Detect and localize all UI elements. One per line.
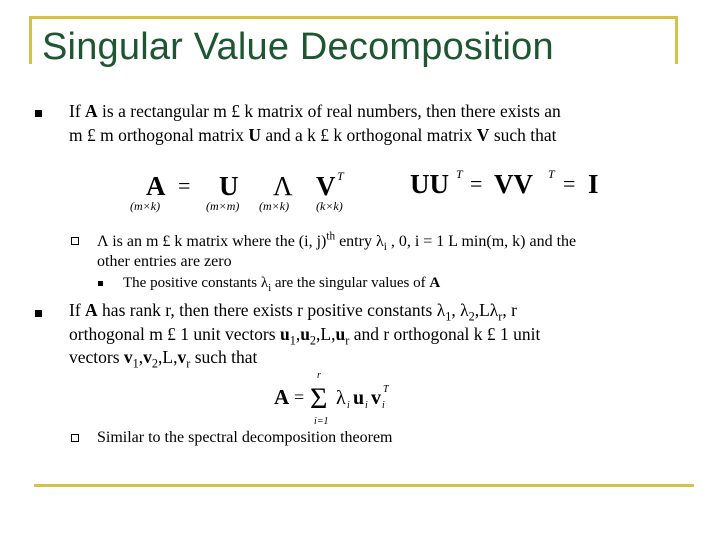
sub-bullet-marker (71, 237, 79, 245)
formula3-v: v (371, 387, 381, 409)
bullet2-line3: vectors $v_1,v_2,L,v_r$ such that (69, 347, 258, 371)
formula1-Lambda-dim: (m×k) (259, 199, 290, 213)
formula3-lambda: λ (336, 387, 346, 409)
formula1-V-dim: (k×k) (316, 199, 343, 213)
bullet1-line2: m £ m orthogonal matrix U and a k £ k orthogonal matrix V such that (69, 125, 557, 145)
subsub1-text: The positive constants $\lambda_i$ are the singular values of A (123, 275, 441, 294)
bullet-marker (35, 310, 42, 317)
formula1-eq: = (178, 173, 191, 198)
sub1-line2: other entries are zero (97, 253, 232, 270)
formula1-Lambda: Λ (273, 171, 293, 201)
title-frame-right (675, 16, 678, 64)
formula1-V: V (316, 171, 336, 201)
formula3-A: A (274, 385, 290, 409)
formula2-I: I (588, 169, 599, 199)
svd-equation (128, 164, 368, 221)
formula1-U: U (219, 171, 239, 201)
sub-bullet-marker (71, 434, 79, 442)
bullet-marker (35, 110, 42, 117)
formula3-lambda-sub: i (347, 400, 350, 411)
formula3-v-sub: i (382, 400, 385, 411)
formula2-UU: UU (410, 169, 449, 199)
formula3-sum: Σ (310, 382, 328, 415)
formula2-eq1: = (470, 171, 483, 196)
formula2-sup1: T (456, 167, 463, 181)
title-frame-left (29, 16, 32, 64)
formula3-u-sub: i (365, 400, 368, 411)
formula3-eq: = (294, 387, 305, 407)
formula2-sup2: T (548, 167, 555, 181)
bullet2-line1: If A has rank r, then there exists r positive constants $\lambda_1$, $\lambda_2,L\lambda_r$, r (69, 300, 517, 324)
footer-rule (34, 484, 694, 487)
formula1-A-dim: (m×k) (130, 199, 161, 213)
formula3-sum-top: r (317, 370, 321, 381)
formula2-VV: VV (494, 169, 533, 199)
formula3-u: u (353, 387, 365, 409)
orthogonality-equation (408, 164, 618, 209)
sub1-line1: Λ is an m £ k matrix where the (i, j)$^{th}$ entry $\lambda_i$ , 0, i = 1 L min(m, k) and the (97, 230, 577, 254)
formula1-A: A (146, 171, 166, 201)
slide-title: Singular Value Decomposition (42, 26, 554, 68)
subsub-bullet-marker (98, 281, 103, 286)
formula3-sum-bottom: i=1 (314, 416, 329, 427)
title-frame-top (30, 16, 678, 19)
formula2-eq2: = (563, 171, 576, 196)
sub2-text: Similar to the spectral decomposition theorem (97, 429, 393, 446)
formula1-V-sup: T (337, 169, 344, 183)
formula1-U-dim: (m×m) (206, 199, 240, 213)
formula3-v-sup: T (383, 384, 389, 395)
rank-sum-equation (270, 366, 420, 433)
bullet2-line2: orthogonal m £ 1 unit vectors $u_1,u_2,L,u_r$ and r orthogonal k £ 1 unit (69, 324, 541, 348)
bullet1-line1: If A is a rectangular m £ k matrix of real numbers, then there exists an (69, 101, 561, 121)
